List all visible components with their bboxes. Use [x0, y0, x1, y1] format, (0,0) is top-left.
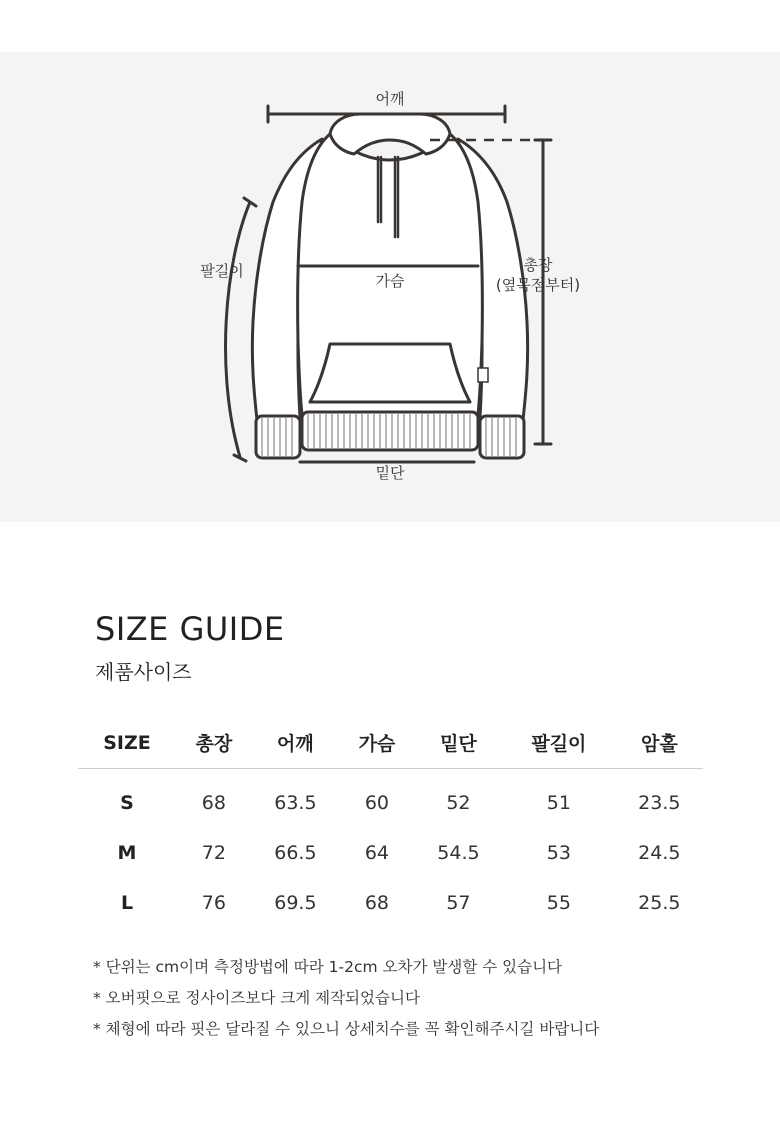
kangaroo-pocket — [310, 344, 470, 402]
table-cell: 57 — [446, 892, 471, 914]
table-cell: 76 — [201, 892, 226, 914]
table-cell: 52 — [446, 792, 471, 815]
sleeve-label: 팔길이 — [200, 262, 244, 280]
right-cuff — [480, 416, 524, 458]
note-item: * 체형에 따라 핏은 달라질 수 있으니 상세치수를 꼭 확인해주시길 바랍니다 — [93, 1020, 600, 1038]
table-header-row — [78, 718, 703, 768]
length-label-line2: (옆목점부터) — [495, 276, 581, 294]
header-length: 총장 — [176, 718, 252, 768]
row-size-label: L — [120, 892, 134, 914]
table-cell: 68 — [364, 892, 390, 914]
chest-label: 가슴 — [375, 272, 405, 290]
size-table — [78, 718, 703, 928]
table-row — [78, 768, 703, 828]
row-size-label: M — [117, 842, 137, 864]
hood — [330, 114, 450, 154]
table-cell: 23.5 — [638, 792, 681, 815]
table-cell: 69.5 — [274, 892, 317, 914]
table-cell: 64 — [364, 842, 390, 864]
table-cell: 68 — [201, 792, 226, 815]
table-cell: 24.5 — [638, 842, 681, 864]
note-item: * 오버핏으로 정사이즈보다 크게 제작되었습니다 — [93, 989, 420, 1007]
table-cell: 25.5 — [638, 892, 681, 914]
size-guide-subtitle: 제품사이즈 — [95, 660, 192, 684]
note-item: * 단위는 cm이며 측정방법에 따라 1-2cm 오차가 발생할 수 있습니다 — [93, 958, 563, 976]
hoodie-diagram-panel — [0, 52, 780, 522]
table-cell: 72 — [201, 842, 226, 864]
hem-label: 밑단 — [375, 464, 405, 482]
header-hem: 밑단 — [415, 718, 502, 768]
header-chest: 가슴 — [339, 718, 415, 768]
table-cell: 63.5 — [274, 792, 317, 815]
size-notes — [93, 952, 599, 1045]
header-size: SIZE — [78, 718, 176, 768]
table-cell: 60 — [364, 792, 390, 815]
row-size-label: S — [120, 792, 134, 815]
left-cuff — [256, 416, 300, 458]
length-label-line1: 총장 — [523, 256, 553, 274]
table-cell: 54.5 — [437, 842, 480, 864]
table-row — [78, 828, 703, 878]
header-sleeve: 팔길이 — [502, 718, 616, 768]
table-cell: 53 — [546, 842, 571, 864]
header-armhole: 암홀 — [616, 718, 703, 768]
table-row — [78, 878, 703, 928]
header-shoulder: 어깨 — [252, 718, 339, 768]
size-guide-title: SIZE GUIDE — [95, 610, 285, 648]
shoulder-label: 어깨 — [375, 90, 405, 108]
table-cell: 66.5 — [274, 842, 317, 864]
table-cell: 55 — [546, 892, 571, 914]
table-cell: 51 — [546, 792, 571, 815]
